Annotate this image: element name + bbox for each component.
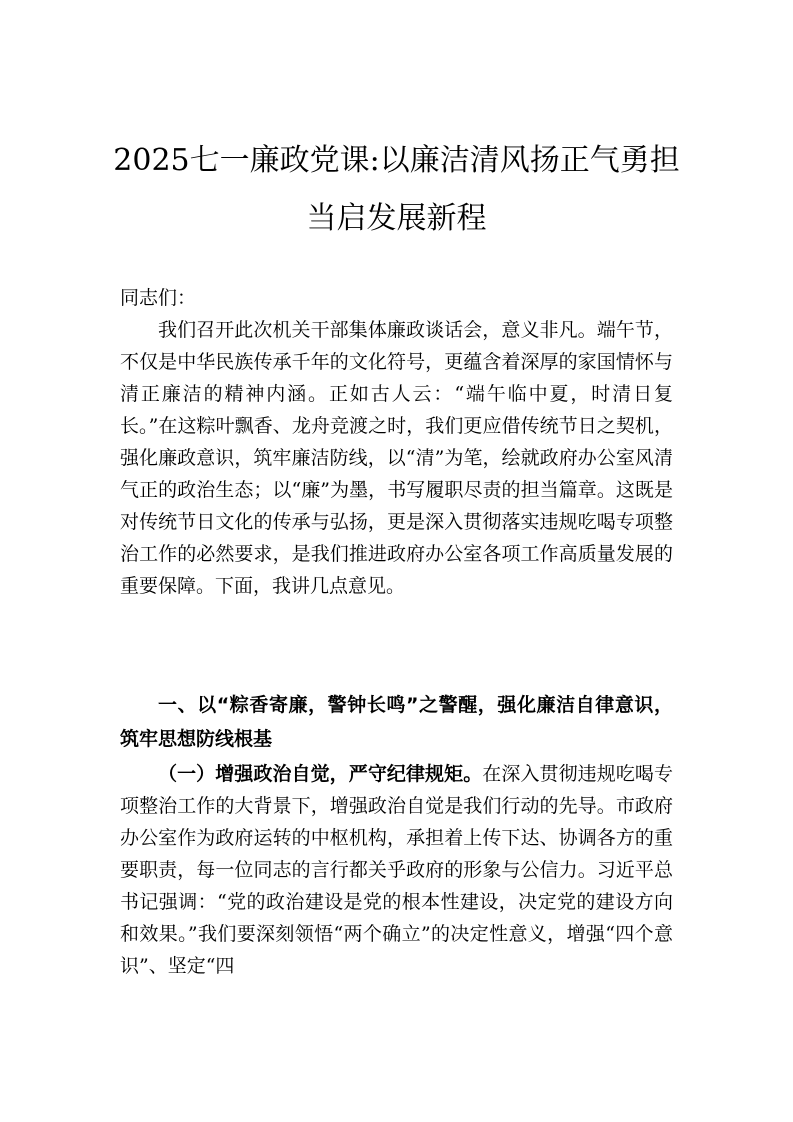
salutation: 同志们： (120, 287, 197, 309)
sub-heading-1: （一）增强政治自觉，严守纪律规矩。 (158, 763, 483, 785)
section-heading-1: 一、以“粽香寄廉，警钟长鸣”之警醒，强化廉洁自律意识，筑牢思想防线根基 (120, 694, 673, 750)
paragraph-intro: 我们召开此次机关干部集体廉政谈话会，意义非凡。端午节，不仅是中华民族传承千年的文化符号，更蕴含着深厚的家国情怀与清正廉洁的精神内涵。正如古人云：“端午临中夏，时清日复长。”在这粽叶飘香、龙舟竞渡之时，我们更应借传统节日之契机，强化廉政意识，筑牢廉洁防线，以“清”为笔，绘就政府办公室风清气正的政治生态；以“廉”为墨，书写履职尽责的担当篇章。这既是对传统节日文化的传承与弘扬，更是深入贯彻落实违规吃喝专项整治工作的必然要求，是我们推进政府办公室各项工作高质量发展的重要保障。下面，我讲几点意见。 (120, 319, 673, 597)
paragraph-section-1-1-text: 在深入贯彻违规吃喝专项整治工作的大背景下，增强政治自觉是我们行动的先导。市政府办公室作为政府运转的中枢机构，承担着上传下达、协调各方的重要职责，每一位同志的言行都关乎政府的形象与公信力。习近平总书记强调：“党的政治建设是党的根本性建设，决定党的建设方向和效果。”我们要深刻领悟“两个确立”的决定性意义，增强“四个意识”、坚定“四 (120, 763, 673, 977)
paragraph-section-1-1 (120, 758, 673, 982)
title-line-1: 2025七一廉政党课:以廉洁清风扬正气勇担 (113, 143, 680, 178)
document-title (100, 132, 693, 248)
title-line-2: 当启发展新程 (306, 201, 487, 236)
